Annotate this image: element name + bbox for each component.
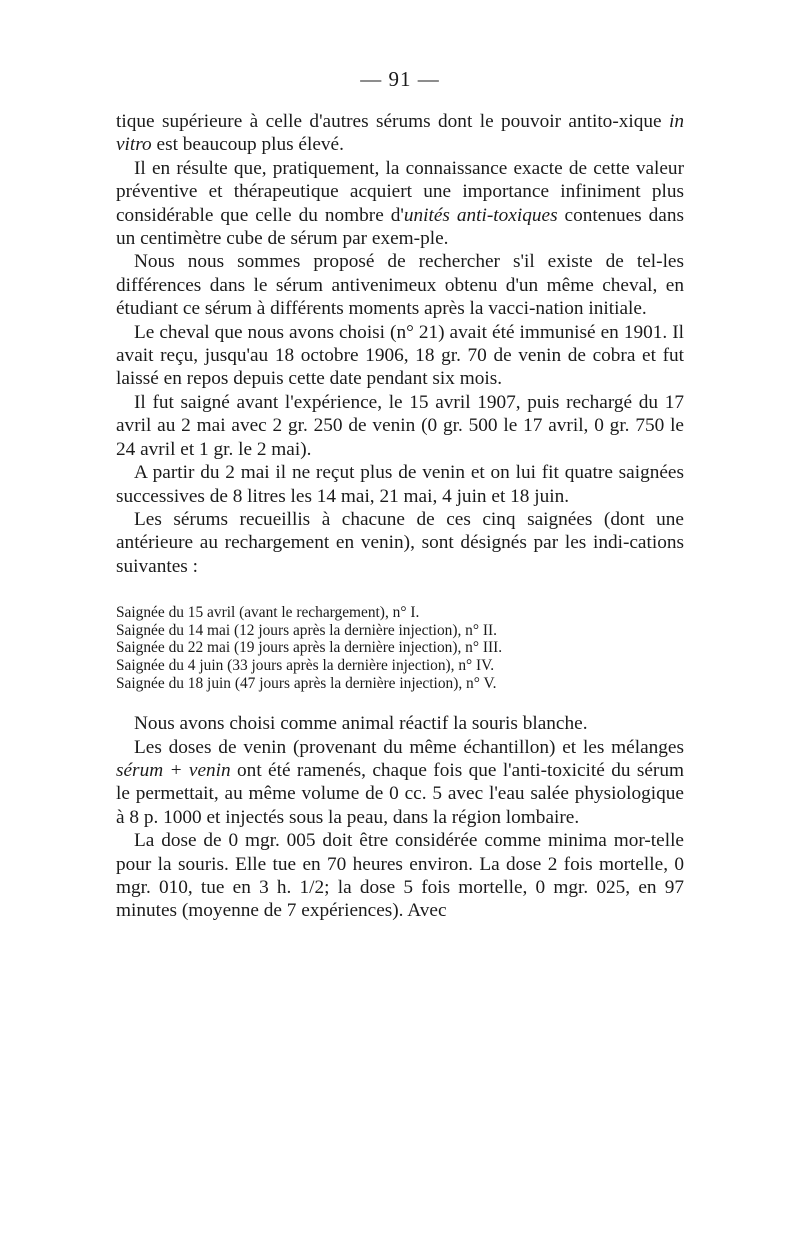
serum-list-item: Saignée du 4 juin (33 jours après la dernière injection), n° IV.: [116, 656, 495, 674]
paragraph-1-text-c: est beaucoup plus élevé.: [151, 134, 344, 156]
serum-list-item: Saignée du 14 mai (12 jours après la dernière injection), n° II.: [116, 621, 497, 639]
paragraph-10: La dose de 0 mgr. 005 doit être considérée comme minima mor-telle pour la souris. Elle tue en 70 heures environ. La dose 2 fois mortelle, 0 mgr. 010, tue en 3 h. 1/2; la dose 5 fois mortelle, 0 mgr. 025, en 97 minutes (moyenne de 7 expériences). Avec: [116, 830, 684, 922]
paragraph-3: Nous nous sommes proposé de rechercher s'il existe de tel-les différences dans le sérum antivenimeux obtenu d'un même cheval, en étudiant ce sérum à différents moments après la vacci-nation initiale.: [116, 251, 684, 320]
paragraph-9-italic: sérum + venin: [116, 759, 231, 781]
paragraph-9-text-a: Les doses de venin (provenant du même échantillon) et les mélanges: [134, 736, 684, 758]
paragraph-2-text-c: contenues dans un centimètre cube de sérum par exem-ple.: [116, 204, 684, 250]
paragraph-8: Nous avons choisi comme animal réactif la souris blanche.: [134, 713, 588, 735]
paragraph-2: [116, 157, 684, 251]
page-number: — 91 —: [360, 67, 440, 91]
paragraph-9: [116, 736, 684, 830]
serum-list-item: Saignée du 22 mai (19 jours après la dernière injection), n° III.: [116, 639, 503, 657]
book-page: [116, 66, 684, 923]
paragraph-5: Il fut saigné avant l'expérience, le 15 avril 1907, puis rechargé du 17 avril au 2 mai avec 2 gr. 250 de venin (0 gr. 500 le 17 avril, 0 gr. 750 le 24 avril et 1 gr. le 2 mai).: [116, 391, 684, 460]
paragraph-6: A partir du 2 mai il ne reçut plus de venin et on lui fit quatre saignées successives de 8 litres les 14 mai, 21 mai, 4 juin et 18 juin.: [116, 462, 684, 507]
paragraph-1-text-a: tique supérieure à celle d'autres sérums dont le pouvoir antito-xique: [116, 111, 669, 132]
paragraph-1: [116, 110, 684, 157]
paragraph-1-italic: in vitro: [116, 111, 684, 156]
paragraph-2-italic: unités anti-toxiques: [403, 204, 558, 226]
paragraph-7: Les sérums recueillis à chacune de ces cinq saignées (dont une antérieure au rechargement en venin), sont désignés par les indi-cations suivantes :: [116, 508, 684, 577]
paragraph-4: Le cheval que nous avons choisi (n° 21) avait été immunisé en 1901. Il avait reçu, jusqu'au 18 octobre 1906, 18 gr. 70 de venin de cobra et fut laissé en repos depuis cette date pendant six mois.: [116, 321, 684, 390]
paragraph-2-text-a: Il en résulte que, pratiquement, la connaissance exacte de cette valeur préventive et thérapeutique acquiert une importance infiniment plus considérable que celle du nombre d': [116, 157, 684, 226]
serum-list: [116, 604, 684, 692]
paragraph-9-text-c: ont été ramenés, chaque fois que l'anti-toxicité du sérum le permettait, au même volume de 0 cc. 5 avec l'eau salée physiologique à 8 p. 1000 et injectés sous la peau, dans la région lombaire.: [116, 759, 684, 828]
serum-list-item: Saignée du 18 juin (47 jours après la dernière injection), n° V.: [116, 674, 497, 692]
serum-list-item: Saignée du 15 avril (avant le rechargement), n° I.: [116, 604, 420, 622]
